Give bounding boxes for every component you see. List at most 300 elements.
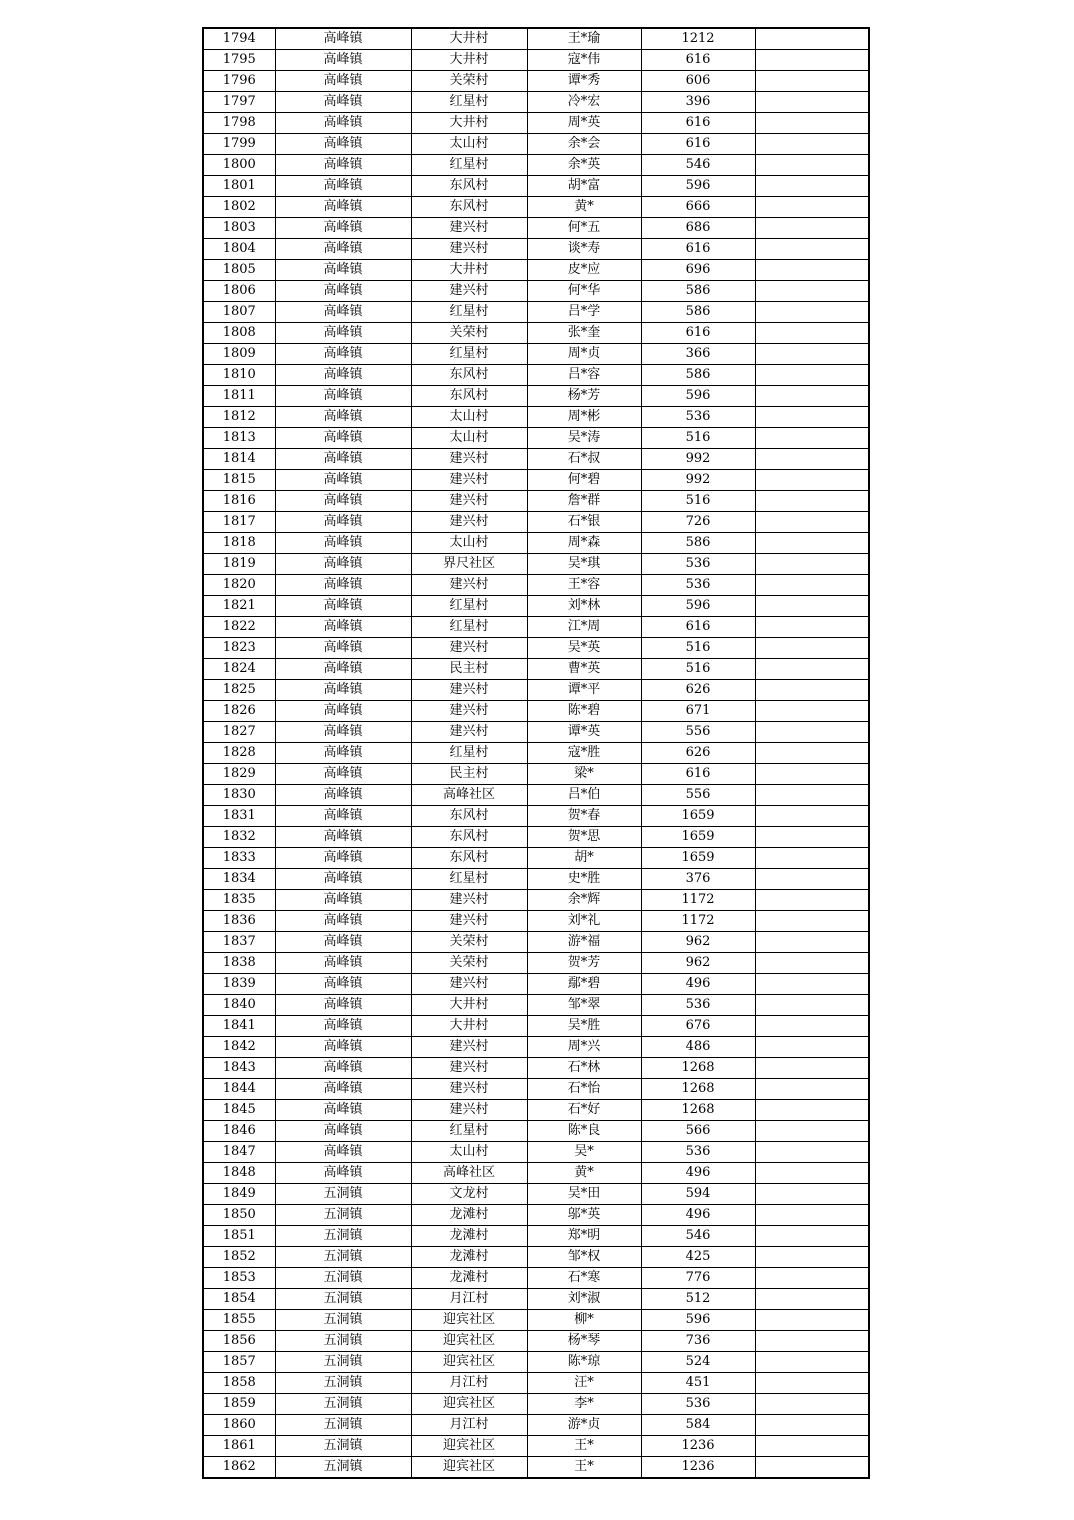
row-number-cell: 1849 (203, 1184, 275, 1205)
row-number-cell: 1851 (203, 1226, 275, 1247)
row-number-cell: 1799 (203, 134, 275, 155)
name-cell: 江*周 (527, 617, 641, 638)
table-row (203, 344, 869, 365)
row-number-cell: 1830 (203, 785, 275, 806)
name-cell: 何*五 (527, 218, 641, 239)
amount-cell: 586 (641, 533, 755, 554)
note-cell (755, 1163, 869, 1184)
note-cell (755, 113, 869, 134)
table-row (203, 1058, 869, 1079)
note-cell (755, 323, 869, 344)
town-cell: 五洞镇 (275, 1268, 411, 1289)
table-row (203, 1352, 869, 1373)
town-cell: 高峰镇 (275, 323, 411, 344)
note-cell (755, 1352, 869, 1373)
town-cell: 高峰镇 (275, 491, 411, 512)
town-cell: 高峰镇 (275, 701, 411, 722)
table-row (203, 890, 869, 911)
amount-cell: 626 (641, 680, 755, 701)
name-cell: 周*彬 (527, 407, 641, 428)
note-cell (755, 344, 869, 365)
name-cell: 柳* (527, 1310, 641, 1331)
amount-cell: 594 (641, 1184, 755, 1205)
note-cell (755, 407, 869, 428)
table-row (203, 743, 869, 764)
name-cell: 王* (527, 1457, 641, 1479)
name-cell: 吴* (527, 1142, 641, 1163)
row-number-cell: 1804 (203, 239, 275, 260)
name-cell: 周*贞 (527, 344, 641, 365)
town-cell: 高峰镇 (275, 218, 411, 239)
town-cell: 高峰镇 (275, 680, 411, 701)
village-cell: 建兴村 (411, 1058, 527, 1079)
row-number-cell: 1846 (203, 1121, 275, 1142)
row-number-cell: 1814 (203, 449, 275, 470)
row-number-cell: 1842 (203, 1037, 275, 1058)
name-cell: 黄* (527, 197, 641, 218)
village-cell: 建兴村 (411, 491, 527, 512)
amount-cell: 486 (641, 1037, 755, 1058)
table-row (203, 1331, 869, 1352)
table-row (203, 1121, 869, 1142)
town-cell: 高峰镇 (275, 848, 411, 869)
town-cell: 五洞镇 (275, 1205, 411, 1226)
name-cell: 余*会 (527, 134, 641, 155)
name-cell: 吕*学 (527, 302, 641, 323)
name-cell: 余*英 (527, 155, 641, 176)
town-cell: 高峰镇 (275, 659, 411, 680)
name-cell: 石*怡 (527, 1079, 641, 1100)
table-row (203, 92, 869, 113)
amount-cell: 616 (641, 617, 755, 638)
village-cell: 文龙村 (411, 1184, 527, 1205)
note-cell (755, 617, 869, 638)
village-cell: 大井村 (411, 995, 527, 1016)
table-row (203, 1016, 869, 1037)
note-cell (755, 1121, 869, 1142)
name-cell: 石*林 (527, 1058, 641, 1079)
name-cell: 何*华 (527, 281, 641, 302)
amount-cell: 451 (641, 1373, 755, 1394)
note-cell (755, 1058, 869, 1079)
amount-cell: 496 (641, 1163, 755, 1184)
row-number-cell: 1816 (203, 491, 275, 512)
village-cell: 大井村 (411, 28, 527, 50)
town-cell: 高峰镇 (275, 155, 411, 176)
town-cell: 高峰镇 (275, 554, 411, 575)
note-cell (755, 1079, 869, 1100)
village-cell: 红星村 (411, 302, 527, 323)
amount-cell: 556 (641, 785, 755, 806)
amount-cell: 596 (641, 176, 755, 197)
note-cell (755, 995, 869, 1016)
table-row (203, 134, 869, 155)
note-cell (755, 596, 869, 617)
town-cell: 五洞镇 (275, 1289, 411, 1310)
village-cell: 东风村 (411, 827, 527, 848)
town-cell: 高峰镇 (275, 281, 411, 302)
note-cell (755, 449, 869, 470)
town-cell: 高峰镇 (275, 239, 411, 260)
village-cell: 高峰社区 (411, 1163, 527, 1184)
row-number-cell: 1794 (203, 28, 275, 50)
note-cell (755, 71, 869, 92)
row-number-cell: 1809 (203, 344, 275, 365)
town-cell: 高峰镇 (275, 302, 411, 323)
name-cell: 刘*林 (527, 596, 641, 617)
note-cell (755, 1289, 869, 1310)
amount-cell: 962 (641, 932, 755, 953)
town-cell: 高峰镇 (275, 575, 411, 596)
note-cell (755, 659, 869, 680)
amount-cell: 546 (641, 155, 755, 176)
town-cell: 高峰镇 (275, 785, 411, 806)
name-cell: 余*辉 (527, 890, 641, 911)
town-cell: 五洞镇 (275, 1457, 411, 1479)
village-cell: 红星村 (411, 155, 527, 176)
name-cell: 陈*琼 (527, 1352, 641, 1373)
town-cell: 五洞镇 (275, 1226, 411, 1247)
table-row (203, 407, 869, 428)
village-cell: 月江村 (411, 1373, 527, 1394)
name-cell: 郑*明 (527, 1226, 641, 1247)
row-number-cell: 1821 (203, 596, 275, 617)
name-cell: 王*容 (527, 575, 641, 596)
amount-cell: 516 (641, 491, 755, 512)
amount-cell: 512 (641, 1289, 755, 1310)
note-cell (755, 260, 869, 281)
note-cell (755, 1184, 869, 1205)
table-row (203, 323, 869, 344)
note-cell (755, 890, 869, 911)
village-cell: 迎宾社区 (411, 1352, 527, 1373)
village-cell: 迎宾社区 (411, 1310, 527, 1331)
village-cell: 东风村 (411, 386, 527, 407)
note-cell (755, 92, 869, 113)
town-cell: 高峰镇 (275, 617, 411, 638)
amount-cell: 962 (641, 953, 755, 974)
row-number-cell: 1844 (203, 1079, 275, 1100)
town-cell: 五洞镇 (275, 1436, 411, 1457)
name-cell: 皮*应 (527, 260, 641, 281)
table-row (203, 701, 869, 722)
name-cell: 贺*思 (527, 827, 641, 848)
note-cell (755, 1415, 869, 1436)
amount-cell: 596 (641, 596, 755, 617)
amount-cell: 584 (641, 1415, 755, 1436)
row-number-cell: 1845 (203, 1100, 275, 1121)
row-number-cell: 1829 (203, 764, 275, 785)
row-number-cell: 1853 (203, 1268, 275, 1289)
amount-cell: 1659 (641, 848, 755, 869)
town-cell: 高峰镇 (275, 470, 411, 491)
name-cell: 陈*碧 (527, 701, 641, 722)
table-row (203, 974, 869, 995)
name-cell: 邹*权 (527, 1247, 641, 1268)
table-row (203, 575, 869, 596)
table-body (203, 28, 869, 1478)
village-cell: 关荣村 (411, 71, 527, 92)
amount-cell: 626 (641, 743, 755, 764)
amount-cell: 376 (641, 869, 755, 890)
table-row (203, 1184, 869, 1205)
name-cell: 何*碧 (527, 470, 641, 491)
note-cell (755, 701, 869, 722)
row-number-cell: 1800 (203, 155, 275, 176)
name-cell: 刘*礼 (527, 911, 641, 932)
village-cell: 建兴村 (411, 449, 527, 470)
row-number-cell: 1824 (203, 659, 275, 680)
amount-cell: 616 (641, 50, 755, 71)
note-cell (755, 1226, 869, 1247)
note-cell (755, 50, 869, 71)
row-number-cell: 1833 (203, 848, 275, 869)
note-cell (755, 1331, 869, 1352)
town-cell: 高峰镇 (275, 1079, 411, 1100)
table-row (203, 932, 869, 953)
name-cell: 石*寒 (527, 1268, 641, 1289)
row-number-cell: 1841 (203, 1016, 275, 1037)
village-cell: 太山村 (411, 1142, 527, 1163)
town-cell: 高峰镇 (275, 260, 411, 281)
table-row (203, 512, 869, 533)
row-number-cell: 1815 (203, 470, 275, 491)
amount-cell: 1236 (641, 1457, 755, 1479)
table-row (203, 1226, 869, 1247)
village-cell: 红星村 (411, 743, 527, 764)
town-cell: 高峰镇 (275, 974, 411, 995)
row-number-cell: 1847 (203, 1142, 275, 1163)
village-cell: 关荣村 (411, 953, 527, 974)
table-row (203, 911, 869, 932)
note-cell (755, 1037, 869, 1058)
name-cell: 詹*群 (527, 491, 641, 512)
village-cell: 建兴村 (411, 974, 527, 995)
row-number-cell: 1812 (203, 407, 275, 428)
name-cell: 周*兴 (527, 1037, 641, 1058)
name-cell: 寇*胜 (527, 743, 641, 764)
amount-cell: 516 (641, 428, 755, 449)
town-cell: 五洞镇 (275, 1184, 411, 1205)
village-cell: 太山村 (411, 428, 527, 449)
table-row (203, 1205, 869, 1226)
amount-cell: 546 (641, 1226, 755, 1247)
note-cell (755, 680, 869, 701)
note-cell (755, 1205, 869, 1226)
village-cell: 建兴村 (411, 1037, 527, 1058)
village-cell: 龙滩村 (411, 1205, 527, 1226)
amount-cell: 536 (641, 1394, 755, 1415)
town-cell: 高峰镇 (275, 932, 411, 953)
note-cell (755, 1436, 869, 1457)
table-row (203, 848, 869, 869)
table-row (203, 869, 869, 890)
row-number-cell: 1848 (203, 1163, 275, 1184)
row-number-cell: 1803 (203, 218, 275, 239)
amount-cell: 992 (641, 470, 755, 491)
town-cell: 高峰镇 (275, 386, 411, 407)
table-row (203, 722, 869, 743)
town-cell: 高峰镇 (275, 365, 411, 386)
name-cell: 谭*英 (527, 722, 641, 743)
table-row (203, 827, 869, 848)
note-cell (755, 806, 869, 827)
town-cell: 高峰镇 (275, 911, 411, 932)
village-cell: 迎宾社区 (411, 1331, 527, 1352)
town-cell: 高峰镇 (275, 596, 411, 617)
village-cell: 东风村 (411, 806, 527, 827)
row-number-cell: 1854 (203, 1289, 275, 1310)
town-cell: 高峰镇 (275, 764, 411, 785)
village-cell: 红星村 (411, 869, 527, 890)
village-cell: 建兴村 (411, 512, 527, 533)
village-cell: 东风村 (411, 365, 527, 386)
name-cell: 吕*伯 (527, 785, 641, 806)
row-number-cell: 1806 (203, 281, 275, 302)
name-cell: 游*福 (527, 932, 641, 953)
table-row (203, 1415, 869, 1436)
row-number-cell: 1826 (203, 701, 275, 722)
table-row (203, 806, 869, 827)
village-cell: 红星村 (411, 617, 527, 638)
row-number-cell: 1838 (203, 953, 275, 974)
name-cell: 陈*良 (527, 1121, 641, 1142)
name-cell: 石*银 (527, 512, 641, 533)
table-row (203, 1394, 869, 1415)
note-cell (755, 869, 869, 890)
village-cell: 建兴村 (411, 680, 527, 701)
amount-cell: 616 (641, 134, 755, 155)
name-cell: 石*好 (527, 1100, 641, 1121)
village-cell: 迎宾社区 (411, 1394, 527, 1415)
name-cell: 邬*英 (527, 1205, 641, 1226)
row-number-cell: 1819 (203, 554, 275, 575)
table-row (203, 218, 869, 239)
village-cell: 建兴村 (411, 218, 527, 239)
village-cell: 关荣村 (411, 323, 527, 344)
amount-cell: 366 (641, 344, 755, 365)
village-cell: 建兴村 (411, 701, 527, 722)
table-row (203, 554, 869, 575)
note-cell (755, 722, 869, 743)
town-cell: 高峰镇 (275, 134, 411, 155)
row-number-cell: 1795 (203, 50, 275, 71)
table-row (203, 365, 869, 386)
note-cell (755, 953, 869, 974)
village-cell: 建兴村 (411, 470, 527, 491)
town-cell: 五洞镇 (275, 1352, 411, 1373)
village-cell: 红星村 (411, 92, 527, 113)
village-cell: 迎宾社区 (411, 1457, 527, 1479)
village-cell: 红星村 (411, 344, 527, 365)
amount-cell: 676 (641, 1016, 755, 1037)
town-cell: 高峰镇 (275, 1163, 411, 1184)
village-cell: 界尺社区 (411, 554, 527, 575)
note-cell (755, 176, 869, 197)
amount-cell: 536 (641, 575, 755, 596)
note-cell (755, 428, 869, 449)
village-cell: 月江村 (411, 1415, 527, 1436)
name-cell: 谈*寿 (527, 239, 641, 260)
village-cell: 民主村 (411, 659, 527, 680)
town-cell: 五洞镇 (275, 1373, 411, 1394)
village-cell: 红星村 (411, 1121, 527, 1142)
note-cell (755, 974, 869, 995)
amount-cell: 556 (641, 722, 755, 743)
table-row (203, 1037, 869, 1058)
village-cell: 东风村 (411, 197, 527, 218)
row-number-cell: 1855 (203, 1310, 275, 1331)
village-cell: 建兴村 (411, 281, 527, 302)
amount-cell: 536 (641, 995, 755, 1016)
town-cell: 高峰镇 (275, 449, 411, 470)
row-number-cell: 1798 (203, 113, 275, 134)
table-row (203, 71, 869, 92)
table-row (203, 1100, 869, 1121)
town-cell: 高峰镇 (275, 28, 411, 50)
row-number-cell: 1862 (203, 1457, 275, 1479)
amount-cell: 536 (641, 1142, 755, 1163)
amount-cell: 666 (641, 197, 755, 218)
name-cell: 游*贞 (527, 1415, 641, 1436)
table-row (203, 680, 869, 701)
row-number-cell: 1858 (203, 1373, 275, 1394)
name-cell: 周*森 (527, 533, 641, 554)
town-cell: 高峰镇 (275, 869, 411, 890)
amount-cell: 516 (641, 638, 755, 659)
note-cell (755, 1457, 869, 1479)
table-row (203, 785, 869, 806)
row-number-cell: 1837 (203, 932, 275, 953)
table-row (203, 1289, 869, 1310)
data-table (202, 27, 870, 1479)
name-cell: 石*叔 (527, 449, 641, 470)
table-row (203, 281, 869, 302)
village-cell: 建兴村 (411, 1079, 527, 1100)
amount-cell: 1268 (641, 1079, 755, 1100)
town-cell: 高峰镇 (275, 722, 411, 743)
row-number-cell: 1805 (203, 260, 275, 281)
village-cell: 太山村 (411, 533, 527, 554)
amount-cell: 1268 (641, 1100, 755, 1121)
row-number-cell: 1796 (203, 71, 275, 92)
table-row (203, 533, 869, 554)
amount-cell: 606 (641, 71, 755, 92)
table-row (203, 1142, 869, 1163)
row-number-cell: 1807 (203, 302, 275, 323)
table-row (203, 1268, 869, 1289)
name-cell: 张*奎 (527, 323, 641, 344)
table-row (203, 176, 869, 197)
row-number-cell: 1823 (203, 638, 275, 659)
row-number-cell: 1852 (203, 1247, 275, 1268)
table-row (203, 491, 869, 512)
row-number-cell: 1843 (203, 1058, 275, 1079)
town-cell: 高峰镇 (275, 1058, 411, 1079)
note-cell (755, 1268, 869, 1289)
amount-cell: 1659 (641, 806, 755, 827)
amount-cell: 616 (641, 239, 755, 260)
table-row (203, 28, 869, 50)
note-cell (755, 554, 869, 575)
row-number-cell: 1813 (203, 428, 275, 449)
amount-cell: 1172 (641, 911, 755, 932)
table-row (203, 659, 869, 680)
town-cell: 高峰镇 (275, 71, 411, 92)
name-cell: 吴*田 (527, 1184, 641, 1205)
village-cell: 龙滩村 (411, 1268, 527, 1289)
note-cell (755, 533, 869, 554)
